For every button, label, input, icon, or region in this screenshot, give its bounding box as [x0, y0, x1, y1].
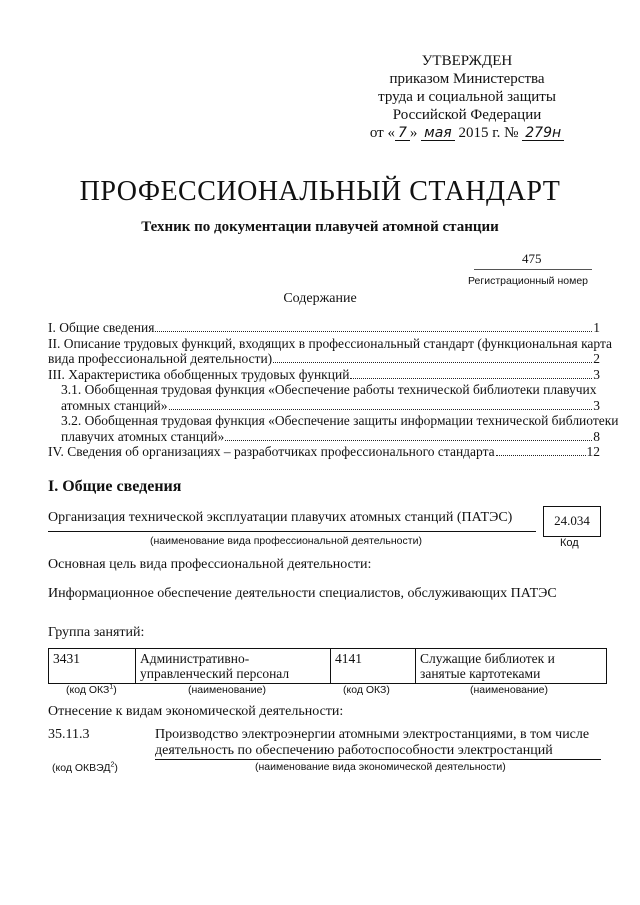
- okved-name-caption: (наименование вида экономической деятельности): [255, 761, 506, 773]
- okved-code-caption: (код ОКВЭД$^2$): [52, 761, 118, 774]
- groups-label: Группа занятий:: [48, 625, 145, 640]
- code-label: Код: [560, 537, 579, 549]
- toc-item-page: 3: [593, 366, 600, 382]
- date-year: 2015 г. №: [458, 125, 519, 141]
- okved-name: Производство электроэнергии атомными электростанциями, в том числе деятельность по обеспечению работоспособности электростанций: [155, 727, 590, 758]
- toc-item-text-line2: атомных станций»: [61, 397, 168, 413]
- toc-item[interactable]: [48, 413, 619, 444]
- goal-text: Информационное обеспечение деятельности специалистов, обслуживающих ПАТЭС: [48, 586, 557, 601]
- toc-item-text-line1: II. Описание трудовых функций, входящих в профессиональный стандарт (функциональная карта: [48, 335, 613, 351]
- okz-name-cell: Служащие библиотек и занятые картотеками: [416, 649, 607, 684]
- okved-rule: [155, 759, 601, 760]
- activity-rule: [48, 531, 536, 532]
- activity-caption: (наименование вида профессиональной деятельности): [150, 535, 422, 547]
- toc-item[interactable]: [48, 444, 600, 460]
- toc-item-text-line2: вида профессиональной деятельности): [48, 351, 273, 366]
- okz-caption: (код ОКЗ$^1$): [66, 683, 117, 696]
- toc-item[interactable]: [48, 367, 600, 383]
- registration-number: 475: [522, 251, 542, 266]
- name-caption-2: (наименование): [470, 684, 548, 696]
- registration-label: Регистрационный номер: [468, 275, 588, 287]
- occupation-groups-table: [48, 648, 607, 684]
- toc-item[interactable]: [48, 335, 613, 367]
- approval-date-line: [352, 124, 582, 142]
- approval-title: УТВЕРЖДЕН: [421, 53, 513, 69]
- approval-order-line: приказом Министерства: [389, 71, 545, 87]
- date-mid: »: [409, 125, 418, 141]
- toc-item-text: IV. Сведения об организациях – разработчиках профессионального стандарта: [48, 444, 495, 459]
- handwritten-month: мая: [421, 126, 455, 141]
- approval-country-line: Российской Федерации: [392, 107, 542, 123]
- toc-item-page: 8: [593, 428, 600, 444]
- okved-code: 35.11.3: [48, 727, 90, 742]
- toc-title: Содержание: [283, 291, 357, 306]
- toc-item-page: 1: [593, 320, 600, 335]
- table-row: [49, 649, 607, 684]
- name-caption: (наименование): [188, 684, 266, 696]
- toc-item-page: 2: [593, 351, 600, 366]
- econ-activity-label: Отнесение к видам экономической деятельности:: [48, 704, 344, 719]
- okz-code-cell: 4141: [331, 649, 416, 684]
- handwritten-day: 7: [395, 126, 410, 141]
- toc-item-page: 3: [593, 397, 600, 413]
- approval-ministry-line: труда и социальной защиты: [378, 89, 556, 105]
- toc-item-page: 12: [586, 444, 600, 459]
- date-prefix: от «: [369, 125, 395, 141]
- toc-item-text-line1: 3.2. Обобщенная трудовая функция «Обеспечение защиты информации технической библиотеки: [61, 413, 619, 428]
- page-subtitle: Техник по документации плавучей атомной станции: [141, 219, 499, 235]
- activity-name: Организация технической эксплуатации плавучих атомных станций (ПАТЭС): [48, 510, 513, 525]
- okz-caption-2: (код ОКЗ): [343, 684, 390, 696]
- goal-label: Основная цель вида профессиональной деятельности:: [48, 557, 372, 572]
- toc-item[interactable]: [48, 320, 600, 336]
- toc-item-text-line2: плавучих атомных станций»: [61, 428, 225, 444]
- toc-item-text: III. Характеристика обобщенных трудовых функций: [48, 366, 350, 382]
- table-of-contents: [48, 320, 619, 460]
- page-title: ПРОФЕССИОНАЛЬНЫЙ СТАНДАРТ: [79, 176, 561, 207]
- toc-item-text-line1: 3.1. Обобщенная трудовая функция «Обеспечение работы технической библиотеки плавучих: [61, 382, 597, 397]
- registration-rule: [474, 269, 592, 270]
- handwritten-order-number: 279н: [522, 126, 564, 141]
- toc-item[interactable]: [48, 382, 600, 413]
- okz-code-cell: 3431: [49, 649, 136, 684]
- section-heading: I. Общие сведения: [48, 478, 182, 495]
- okz-name-cell: Административно-управленческий персонал: [136, 649, 331, 684]
- toc-item-text: I. Общие сведения: [48, 320, 155, 335]
- code-value: 24.034: [554, 513, 590, 528]
- approval-block: [352, 52, 582, 142]
